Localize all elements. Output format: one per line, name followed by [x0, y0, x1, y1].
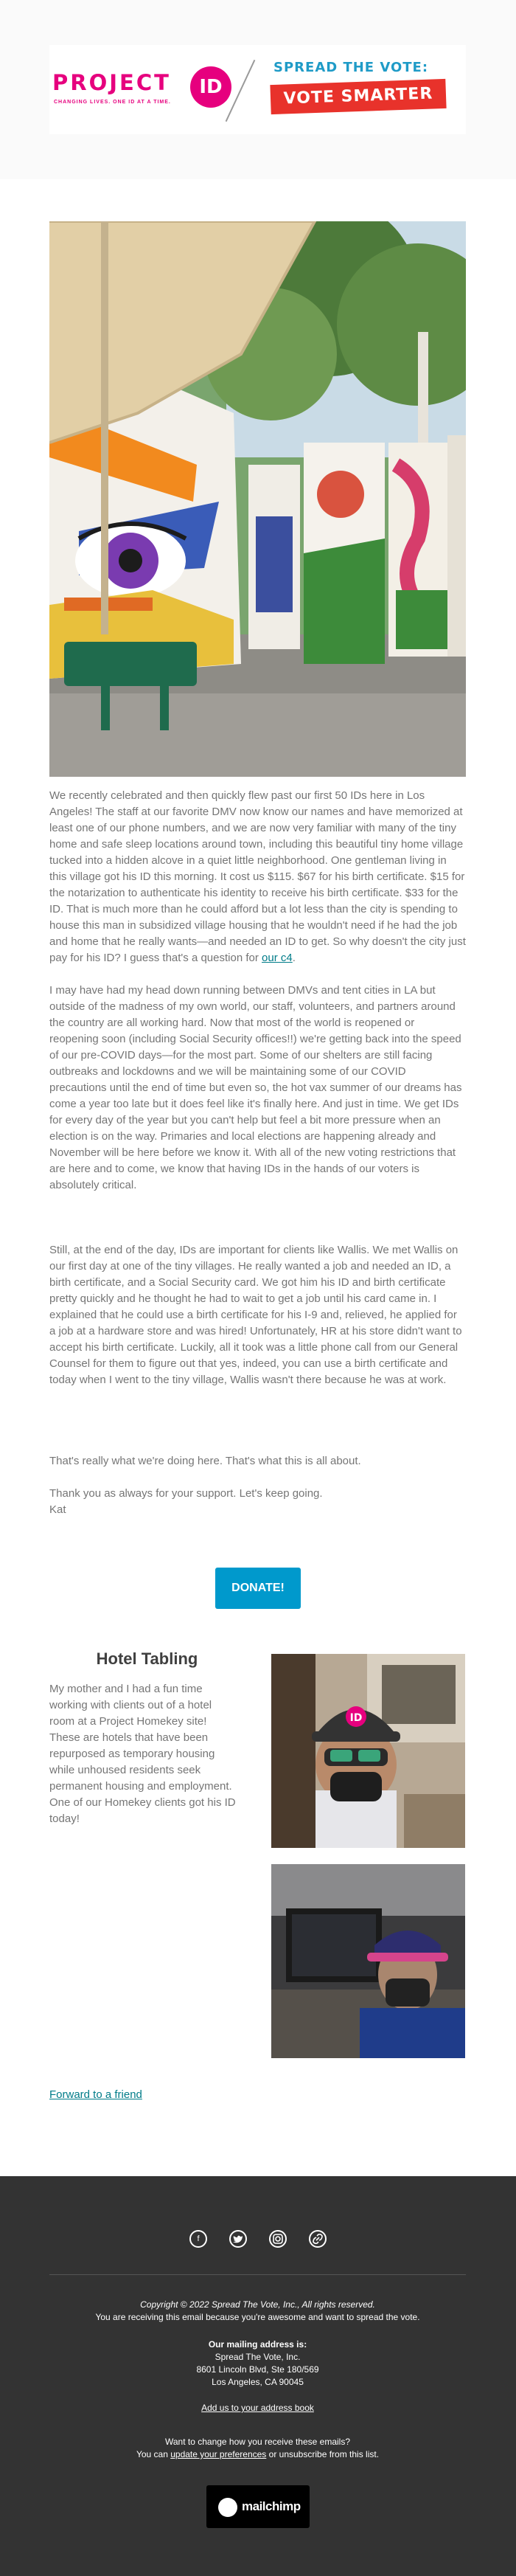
unsubscribe-link[interactable]: unsubscribe from this list — [279, 2449, 377, 2459]
mailchimp-wordmark: mailchimp — [242, 2499, 301, 2513]
website-icon[interactable] — [309, 2230, 327, 2248]
donate-button[interactable]: DONATE! — [215, 1568, 301, 1609]
paragraph-3: Still, at the end of the day, IDs are important for clients like Wallis. We met Wallis on our first day at one of the tiny villages. He really wanted a job and needed an ID, a birth certificate, and a Social Security card. We got him his ID and birth certificate pretty quickly and he thought he had to wait to get a job until his card came in. I explained that he could use a birth certificate for his I-9 and, relieved, he applied for a job at a hardware store and was hired! Unfortunately, HR at his store didn't want to accept his birth certificate. Luckily, all it took was a little phone call from our General Counsel for them to figure out that yes, indeed, you can use a birth certificate and today when I went to the tiny village, Wallis wasn't there because he was at work. — [49, 1244, 462, 1386]
closing-paragraph — [49, 1486, 466, 1518]
hotel-room-photo — [271, 1654, 465, 1848]
twitter-icon[interactable] — [229, 2230, 247, 2248]
project-id-logo — [52, 70, 237, 114]
village-illustration — [49, 221, 466, 777]
mailchimp-freddie-icon — [218, 2498, 237, 2517]
copyright-text: Copyright © 2022 Spread The Vote, Inc., All rights reserved. — [140, 2299, 375, 2310]
header-band — [0, 0, 516, 179]
tiny-home-village-photo — [49, 221, 466, 777]
client-photo — [271, 1864, 465, 2058]
paragraph-1-end: . — [292, 952, 296, 964]
facebook-icon[interactable]: f — [189, 2230, 207, 2248]
spread-the-vote-title: SPREAD THE VOTE: — [273, 60, 429, 75]
logo-id-circle: ID — [190, 66, 231, 108]
logo-project-text: PROJECT — [52, 70, 171, 95]
address-line-1: Spread The Vote, Inc. — [215, 2352, 301, 2362]
hotel-room-selfie — [271, 1654, 465, 1848]
preferences-middle: or — [266, 2449, 279, 2459]
address-book-row — [49, 2402, 466, 2414]
our-c4-link[interactable]: our c4 — [262, 952, 293, 964]
paragraph-4: That's really what we're doing here. That's what this is all about. — [49, 1455, 361, 1467]
mailchimp-badge[interactable] — [206, 2485, 310, 2528]
closing-thanks: Thank you as always for your support. Let's keep going. — [49, 1487, 323, 1500]
instagram-icon[interactable] — [269, 2230, 287, 2248]
vote-smarter-banner: VOTE SMARTER — [270, 79, 446, 114]
paragraph-1-text: We recently celebrated and then quickly flew past our first 50 IDs here in Los Angeles! The staff at our favorite DMV now know our names and have memorized at least one of our phone numbers, and we are now very familiar with many of the tiny home and safe sleep locations around town, including this beautiful tiny home village tucked into a hidden alcove in a quiet little neighborhood. One gentleman living in this village got his ID this morning. It cost us $115. $67 for his birth certificate. $15 for the notarization to authenticate his identity to receive his birth certificate. $33 for the ID. That is much more than he could afford but a lot less than the city is spending to house this man in subsidized village housing that he wouldn't need if he had the job and home that he really wants—and needed an ID to get. So why doesn't the city just pay for his ID? I guess that's a question for — [49, 789, 466, 964]
preferences-prefix: You can — [136, 2449, 171, 2459]
hotel-tabling-text: My mother and I had a fun time working with clients out of a hotel room at a Project Homekey site! These are hotels that have been repurposed as temporary housing while unhoused residents seek permanent housing and employment. One of our Homekey clients got his ID today! — [49, 1683, 236, 1825]
social-icons-row — [189, 2230, 327, 2252]
change-emails-question: Want to change how you receive these emails? — [164, 2437, 351, 2447]
subscription-reason: You are receiving this email because you're awesome and want to spread the vote. — [95, 2312, 420, 2322]
preferences-end: . — [376, 2449, 380, 2459]
footer — [0, 2176, 516, 2576]
email-body — [0, 179, 516, 2176]
preferences-row — [49, 2448, 466, 2461]
client-at-desk — [271, 1864, 465, 2058]
update-preferences-link[interactable]: update your preferences — [170, 2449, 267, 2459]
forward-to-friend-link[interactable]: Forward to a friend — [49, 2088, 142, 2101]
hotel-tabling-title: Hotel Tabling — [96, 1649, 198, 1668]
address-line-2: 8601 Lincoln Blvd, Ste 180/569 — [196, 2364, 319, 2375]
logo-tagline: CHANGING LIVES. ONE ID AT A TIME. — [54, 100, 171, 105]
paragraph-2: I may have had my head down running between DMVs and tent cities in LA but outside of the madness of my own world, our staff, volunteers, and partners around the country are all working hard. Now that most of the world is reopened or reopening soon (including Social Security offices!!) we're getting back into the speed of our pre-COVID days—for the most part. Some of our shelters are still facing outbreaks and lockdowns and we will be maintaining some of our COVID precautions until the end of time but even so, the hot vax summer of our dreams has come a year too late but it does feel like it's finally here. And just in time. We get IDs for every day of the year but you can't help but feel a bit more pressure when an election is on the way. Primaries and local elections are happening already and November will be here before we know it. With all of the new voting restrictions that are here and to come, we know that having IDs in the hands of our voters is absolutely critical. — [49, 984, 462, 1191]
closing-signature: Kat — [49, 1503, 66, 1516]
header-logo-banner[interactable] — [49, 45, 466, 134]
mailing-address-heading: Our mailing address is: — [208, 2339, 307, 2350]
cap-id-text: ID — [349, 1712, 363, 1724]
add-to-address-book-link[interactable]: Add us to your address book — [201, 2403, 314, 2413]
footer-divider — [49, 2274, 466, 2275]
address-line-3: Los Angeles, CA 90045 — [212, 2377, 304, 2387]
paragraph-1 — [49, 788, 466, 966]
